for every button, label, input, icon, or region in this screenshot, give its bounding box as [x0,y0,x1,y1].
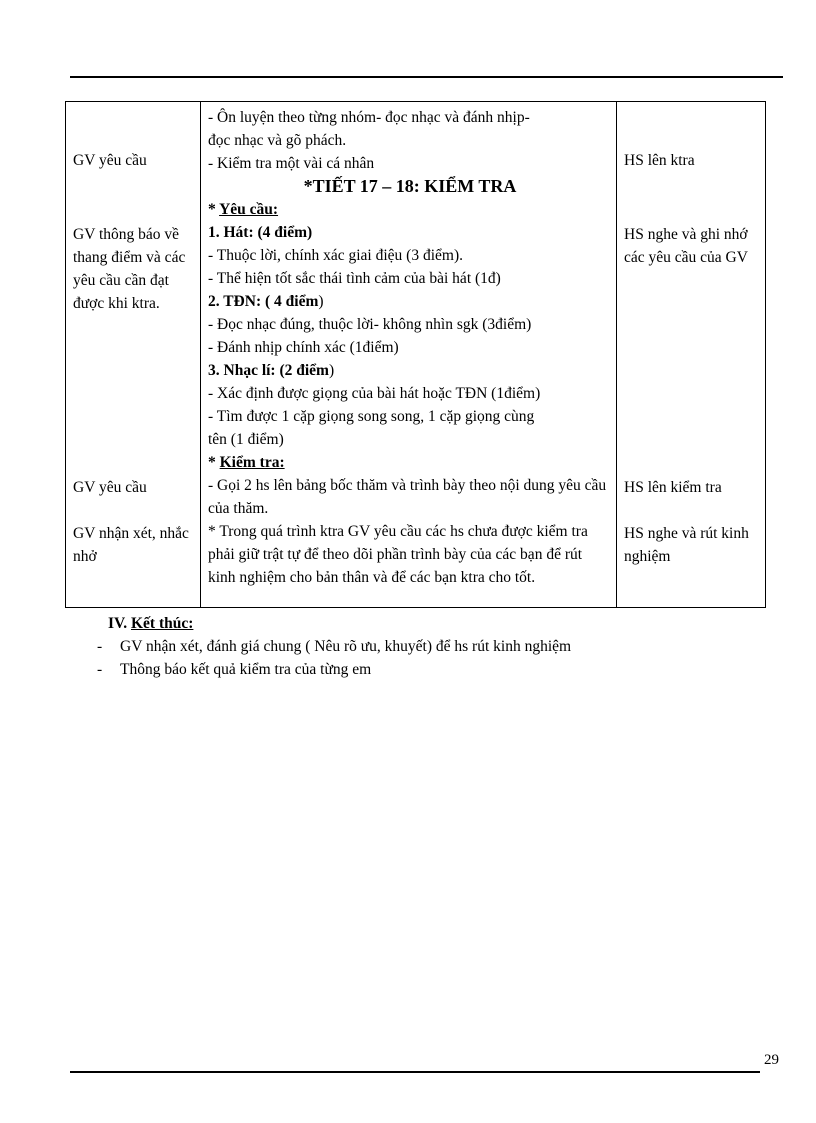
student-note-2: HS nghe và ghi nhớ các yêu cầu của GV [624,226,748,266]
page-number: 29 [764,1052,779,1068]
exam-heading: * Kiểm tra: [208,454,285,471]
student-note-3: HS lên kiểm tra [624,479,722,496]
teacher-note-3: GV yêu cầu [73,479,147,496]
theory-criterion-2a: - Tìm được 1 cặp giọng song song, 1 cặp giọng cùng [208,408,535,425]
singing-criterion-1: - Thuộc lời, chính xác giai điệu (3 điểm). [208,247,463,264]
requirements-heading: * Yêu cầu: [208,201,279,218]
header-rule [70,76,783,78]
exam-step-1: - Gọi 2 hs lên bảng bốc thăm và trình bày theo nội dung yêu cầu của thăm. [208,477,607,517]
theory-criterion-1: - Xác định được giọng của bài hát hoặc TĐN (1điểm) [208,385,541,402]
section-heading: *TIẾT 17 – 18: KIỂM TRA [303,176,517,196]
content-cell [201,102,617,608]
teacher-note-4: GV nhận xét, nhắc nhở [73,525,189,565]
ending-item: - GV nhận xét, đánh giá chung ( Nêu rõ ưu, khuyết) để hs rút kinh nghiệm [97,638,572,655]
ending-item: - Thông báo kết quả kiểm tra của từng em [97,661,372,678]
ending-title: IV. Kết thúc: [108,615,194,632]
ending-section [97,612,571,681]
teacher-note-2: GV thông báo về thang điểm và các yêu cầu cần đạt được khi ktra. [73,226,186,312]
student-note-4: HS nghe và rút kinh nghiệm [624,525,749,565]
intro-line-3: - Kiểm tra một vài cá nhân [208,155,375,172]
tdn-criterion-2: - Đánh nhịp chính xác (1điểm) [208,339,399,356]
singing-title: 1. Hát: (4 điểm) [208,224,313,241]
exam-step-2: * Trong quá trình ktra GV yêu cầu các hs chưa được kiểm tra phải giữ trật tự để theo dõi phần trình bày của các bạn để rút kinh nghiệm cho bản thân và để các bạn ktra cho tốt. [208,523,588,586]
tdn-title: 2. TĐN: ( 4 điểm) [208,293,324,310]
footer-rule [70,1071,760,1073]
student-activity-cell [617,102,766,608]
teacher-note-1: GV yêu cầu [73,152,147,169]
lesson-table [65,101,766,608]
intro-line-1: - Ôn luyện theo từng nhóm- đọc nhạc và đánh nhịp- [208,109,530,126]
theory-criterion-2b: tên (1 điểm) [208,431,284,448]
tdn-criterion-1: - Đọc nhạc đúng, thuộc lời- không nhìn sgk (3điểm) [208,316,532,333]
intro-line-2: đọc nhạc và gõ phách. [208,132,347,149]
singing-criterion-2: - Thể hiện tốt sắc thái tình cảm của bài hát (1đ) [208,270,501,287]
theory-title: 3. Nhạc lí: (2 điểm) [208,362,335,379]
teacher-activity-cell [66,102,201,608]
student-note-1: HS lên ktra [624,152,695,169]
